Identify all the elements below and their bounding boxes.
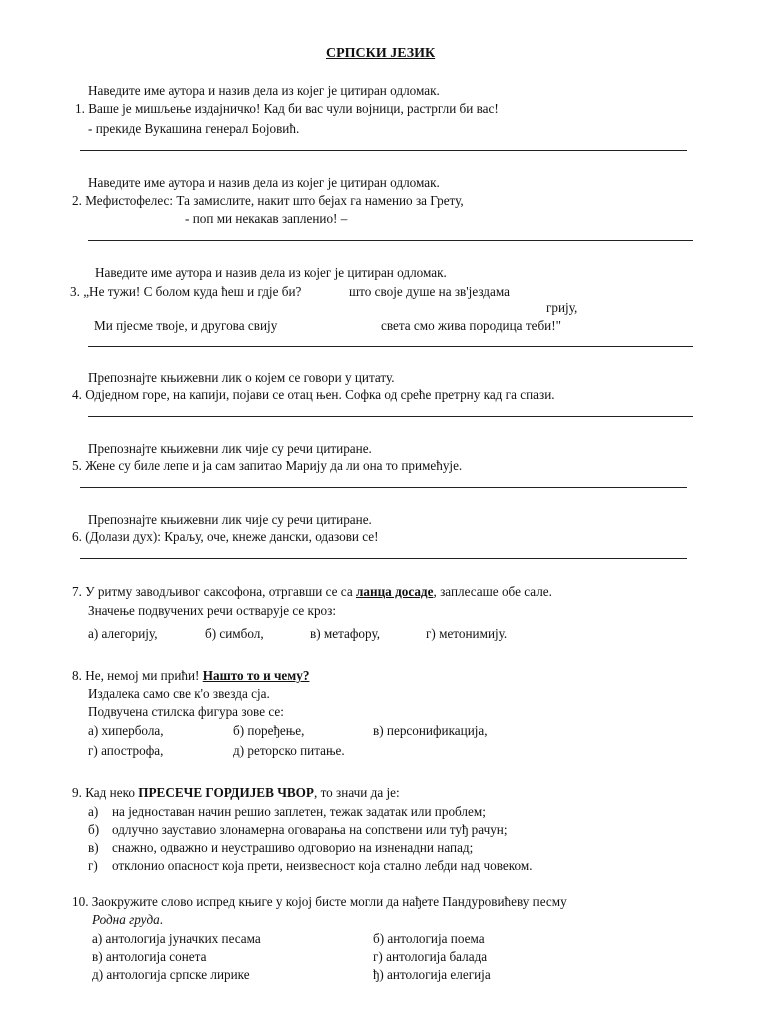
q3-instruction: Наведите име аутора и назив дела из којег је цитиран одломак. bbox=[95, 265, 447, 280]
q4-answer-line[interactable] bbox=[88, 416, 693, 417]
q7-question: Значење подвучених речи остварује се кроз: bbox=[88, 603, 337, 618]
q6-answer-line[interactable] bbox=[80, 558, 687, 559]
q7-underlined-phrase: ланца досаде bbox=[355, 584, 434, 599]
q7-option-d[interactable]: г) метонимију. bbox=[426, 626, 508, 641]
q10-poem-title-period: . bbox=[159, 912, 164, 927]
q8-option-d[interactable]: г) апострофа, bbox=[88, 743, 164, 758]
q10-option-b[interactable]: б) антологија поема bbox=[373, 931, 485, 946]
q7-sentence bbox=[72, 585, 552, 598]
q4-quote-line1: 4. Одједном горе, на капији, појави се отац њен. Софка од среће претрну кад га спази. bbox=[72, 387, 555, 402]
q2-instruction: Наведите име аутора и назив дела из којег је цитиран одломак. bbox=[88, 175, 440, 190]
q8-option-a[interactable]: а) хипербола, bbox=[88, 723, 164, 738]
q7-sentence-post: , заплесаше обе сале. bbox=[433, 584, 552, 599]
q10-option-f[interactable]: ђ) антологија елегија bbox=[373, 967, 491, 982]
q9-option-c-letter[interactable]: в) bbox=[88, 840, 99, 855]
q4-instruction: Препознајте књижевни лик о којем се говори у цитату. bbox=[88, 370, 395, 385]
q8-option-c[interactable]: в) персонификација, bbox=[373, 723, 488, 738]
q10-option-c[interactable]: в) антологија сонета bbox=[92, 949, 207, 964]
q5-instruction: Препознајте књижевни лик чије су речи цитиране. bbox=[88, 441, 372, 456]
q9-option-a-text[interactable]: на једноставан начин решио заплетен, тежак задатак или проблем; bbox=[112, 804, 486, 819]
q9-option-a-letter[interactable]: а) bbox=[88, 804, 99, 819]
q8-sentence bbox=[72, 669, 309, 682]
q9-option-b-letter[interactable]: б) bbox=[88, 822, 100, 837]
q9-sentence-pre: 9. Кад неко bbox=[72, 785, 139, 800]
q7-option-c[interactable]: в) метафору, bbox=[310, 626, 381, 641]
q10-poem-title bbox=[92, 913, 163, 926]
q1-answer-line[interactable] bbox=[80, 150, 687, 151]
q9-option-b-text[interactable]: одлучно зауставио злонамерна оговарања на сопствени или туђ рачун; bbox=[112, 822, 508, 837]
q5-answer-line[interactable] bbox=[80, 487, 687, 488]
q6-quote-line1: 6. (Долази дух): Краљу, оче, кнеже дански, одазови се! bbox=[72, 529, 379, 544]
q9-bold-phrase: ПРЕСЕЧЕ ГОРДИЈЕВ ЧВОР bbox=[138, 785, 314, 800]
q2-quote-line1: 2. Мефистофелес: Та замислите, накит што бејах га наменио за Грету, bbox=[72, 193, 464, 208]
q3-quote-line2b: света смо жива породица теби!" bbox=[381, 318, 561, 333]
q7-option-b[interactable]: б) симбол, bbox=[205, 626, 264, 641]
q3-quote-line1a: 3. „Не тужи! С болом куда ћеш и гдје би? bbox=[70, 284, 302, 299]
q10-option-e[interactable]: д) антологија српске лирике bbox=[92, 967, 250, 982]
q9-option-d-text[interactable]: отклонио опасност која прети, неизвесност која стално лебди над човеком. bbox=[112, 858, 533, 873]
q3-quote-line1c: грију, bbox=[546, 300, 578, 315]
q1-quote-line1: 1. Ваше је мишљење издајничко! Кад би вас чули војници, растргли би вас! bbox=[75, 101, 499, 116]
q6-instruction: Препознајте књижевни лик чије су речи цитиране. bbox=[88, 512, 372, 527]
q9-sentence-post: , то значи да је: bbox=[313, 785, 400, 800]
page-title: СРПСКИ ЈЕЗИК bbox=[326, 46, 436, 61]
q8-underlined-phrase: Нашто то и чему? bbox=[202, 668, 310, 683]
q8-sentence-pre: 8. Не, немој ми прићи! bbox=[72, 668, 203, 683]
q8-option-b[interactable]: б) поређење, bbox=[233, 723, 305, 738]
q7-sentence-pre: 7. У ритму заводљивог саксофона, отргавши се са bbox=[72, 584, 356, 599]
q10-instruction: 10. Заокружите слово испред књиге у којој бисте могли да нађете Пандуровићеву песму bbox=[72, 894, 567, 909]
q8-line2: Издалека само све к'о звезда сја. bbox=[88, 686, 270, 701]
q3-quote-line1b: што своје душе на зв'јездама bbox=[349, 284, 510, 299]
q10-option-d[interactable]: г) антологија балада bbox=[373, 949, 488, 964]
q9-option-d-letter[interactable]: г) bbox=[88, 858, 98, 873]
q7-option-a[interactable]: а) алегорију, bbox=[88, 626, 158, 641]
q8-option-e[interactable]: д) реторско питање. bbox=[233, 743, 345, 758]
q1-instruction: Наведите име аутора и назив дела из којег је цитиран одломак. bbox=[88, 83, 440, 98]
q9-sentence bbox=[72, 786, 400, 799]
q2-answer-line[interactable] bbox=[88, 240, 693, 241]
q10-option-a[interactable]: а) антологија јуначких песама bbox=[92, 931, 261, 946]
q3-answer-line[interactable] bbox=[88, 346, 693, 347]
q1-quote-line2: - прекиде Вукашина генерал Бојовић. bbox=[88, 121, 300, 136]
q10-poem-title-italic: Родна груда bbox=[92, 912, 160, 927]
q3-quote-line2a: Ми пјесме твоје, и другова свију bbox=[94, 318, 278, 333]
q8-question: Подвучена стилска фигура зове се: bbox=[88, 704, 284, 719]
q9-option-c-text[interactable]: снажно, одважно и неустрашиво одговорио на изненадни напад; bbox=[112, 840, 474, 855]
q2-quote-line2: - поп ми некакав запленио! – bbox=[185, 211, 348, 226]
q5-quote-line1: 5. Жене су биле лепе и ја сам запитао Марију да ли она то примећује. bbox=[72, 458, 463, 473]
